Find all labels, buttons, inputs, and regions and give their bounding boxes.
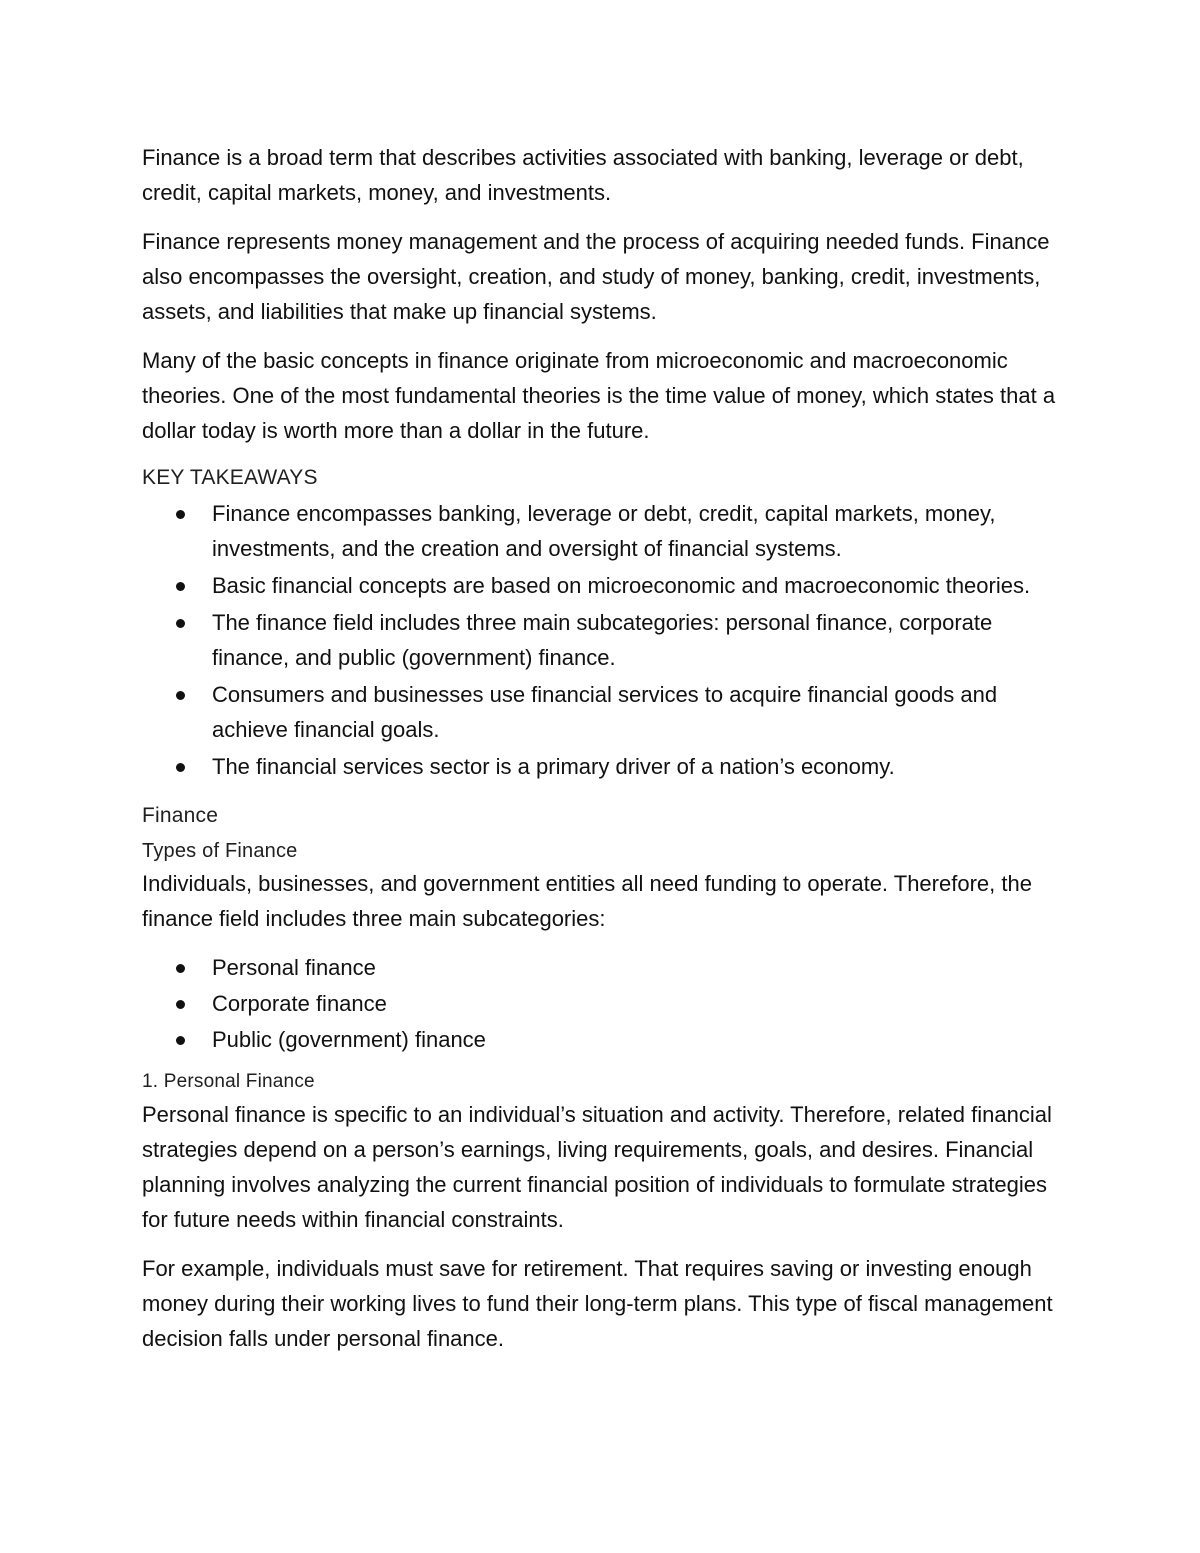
bullet-icon	[176, 619, 185, 628]
types-of-finance-heading: Types of Finance	[142, 840, 298, 862]
bullet-icon	[176, 964, 185, 973]
bullet-icon	[176, 1000, 185, 1009]
list-item-text: Corporate finance	[212, 991, 387, 1016]
bullet-icon	[176, 1036, 185, 1045]
list-item-text: Finance encompasses banking, leverage or debt, credit, capital markets, money, investments, and the creation and oversight of financial systems.	[212, 501, 996, 561]
finance-types-list	[142, 950, 1072, 1057]
list-item-text: Personal finance	[212, 955, 376, 980]
bullet-icon	[176, 510, 185, 519]
list-item-text: Consumers and businesses use financial services to acquire financial goods and achieve financial goals.	[212, 682, 998, 742]
personal-finance-heading: 1. Personal Finance	[142, 1071, 315, 1092]
document-page	[142, 140, 1072, 1370]
bullet-icon	[176, 691, 185, 700]
list-item	[142, 749, 1072, 784]
intro-paragraph-1: Finance is a broad term that describes activities associated with banking, leverage or debt, credit, capital markets, money, and investments.	[142, 145, 1024, 205]
finance-heading: Finance	[142, 804, 219, 827]
types-intro-paragraph: Individuals, businesses, and government entities all need funding to operate. Therefore, the finance field includes three main subcategories:	[142, 871, 1032, 931]
list-item	[142, 950, 1072, 985]
list-item-text: The financial services sector is a primary driver of a nation’s economy.	[212, 754, 895, 779]
list-item-text: Public (government) finance	[212, 1027, 486, 1052]
intro-paragraph-2: Finance represents money management and the process of acquiring needed funds. Finance also encompasses the oversight, creation, and study of money, banking, credit, investments, assets, and liabilities that make up financial systems.	[142, 229, 1050, 324]
intro-paragraph-3: Many of the basic concepts in finance originate from microeconomic and macroeconomic theories. One of the most fundamental theories is the time value of money, which states that a dollar today is worth more than a dollar in the future.	[142, 348, 1056, 443]
bullet-icon	[176, 763, 185, 772]
list-item	[142, 986, 1072, 1021]
list-item-text: The finance field includes three main subcategories: personal finance, corporate finance, and public (government) finance.	[212, 610, 993, 670]
list-item	[142, 568, 1072, 603]
list-item	[142, 496, 1072, 566]
list-item	[142, 1022, 1072, 1057]
list-item	[142, 605, 1072, 675]
key-takeaways-heading: KEY TAKEAWAYS	[142, 466, 318, 489]
key-takeaways-list	[142, 496, 1072, 784]
list-item	[142, 677, 1072, 747]
personal-finance-paragraph-1: Personal finance is specific to an individual’s situation and activity. Therefore, related financial strategies depend on a person’s earnings, living requirements, goals, and desires. Financial planning involves analyzing the current financial position of individuals to formulate strategies for future needs within financial constraints.	[142, 1102, 1052, 1232]
bullet-icon	[176, 582, 185, 591]
personal-finance-paragraph-2: For example, individuals must save for retirement. That requires saving or investing enough money during their working lives to fund their long-term plans. This type of fiscal management decision falls under personal finance.	[142, 1256, 1053, 1351]
list-item-text: Basic financial concepts are based on microeconomic and macroeconomic theories.	[212, 573, 1031, 598]
